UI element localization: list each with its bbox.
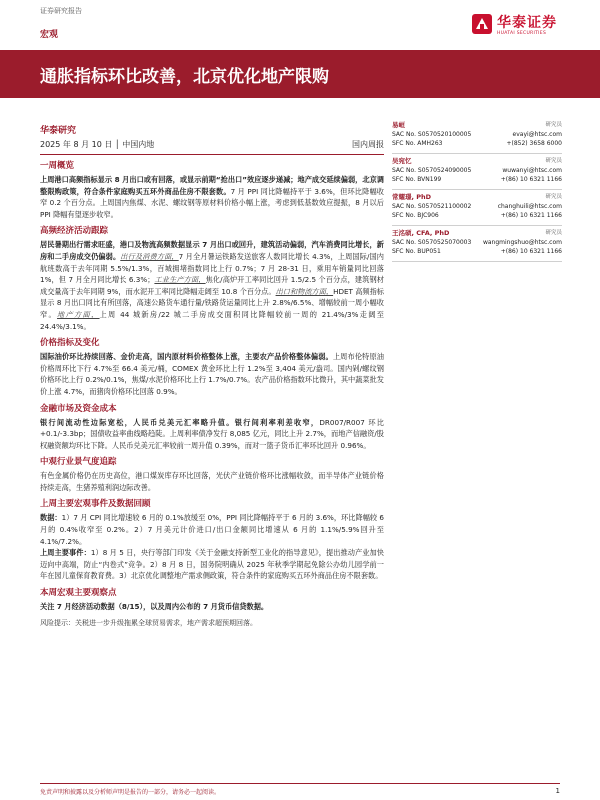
analyst-name: 常耀璟, PhD	[392, 193, 432, 201]
analyst-sfc: SFC No. BVN199	[392, 176, 442, 183]
section-text	[40, 174, 384, 220]
section-text	[40, 470, 384, 493]
page-number: 1	[555, 787, 560, 795]
analyst-email[interactable]: wangmingshuo@htsc.com	[482, 239, 562, 246]
analyst-name: 王洺硕, CFA, PhD	[392, 229, 450, 237]
body-text: 上周布伦特原油价格周环比下行 4.7%至 66.4 美元/桶，COMEX 黄金环比上行 1.2%至 3,404 美元/盎司。国内剁/螺纹钢价格环比上行 0.2%/0.1%，焦煤/水泥价格环比上行 1.7%/0.7%。农产品价格指数环比微升，其中蔬菜批发价上涨 4.7%，而猪肉价格环比回落 0.9%。	[40, 352, 384, 396]
report-meta	[40, 136, 384, 155]
subtopic-label: 出行及消费方面，	[120, 251, 179, 261]
section-heading: 价格指标及变化	[40, 338, 100, 349]
body-text: HDET 高频指标显示 8 月出口同比有所回落，高速公路货车通行量/铁路货运量同比上升 2.8%/6.5%、增幅较前一周小幅收窄。	[40, 286, 384, 319]
section-heading: 高频经济活动跟踪	[40, 226, 109, 237]
subtopic-label: 地产方面，	[57, 309, 100, 319]
analyst-name: 易峘	[392, 121, 405, 129]
section-financial	[40, 403, 384, 452]
section-industry	[40, 456, 384, 493]
lead-text: 数据：	[40, 513, 62, 523]
lead-text: 居民暑期出行需求旺盛，港口及物流高频数据显示 7 月出口或回升，建筑活动偏弱，汽车消费同比增长，新房和二手房成交仍偏弱。	[40, 240, 384, 261]
analyst-name: 吴宛忆	[392, 157, 412, 165]
analyst-sfc: SFC No. BJC906	[392, 212, 439, 219]
analyst-phone: +(86) 10 6321 1166	[500, 248, 562, 255]
analyst-phone: +(86) 10 6321 1166	[500, 212, 562, 219]
subtopic-label: 工业生产方面，	[154, 275, 206, 285]
logo-english-name: HUATAI SECURITIES	[497, 31, 547, 36]
body-text: 焦化/高炉开工率同比回升 1.5/2.5 个百分点，建筑钢材成交量高于去年同期 9%，而水泥开工率同比降幅走阔至 10.8 个百分点。	[40, 275, 384, 296]
analyst-phone: +(86) 10 6321 1166	[500, 176, 562, 183]
analyst-email[interactable]: evayi@htsc.com	[512, 131, 562, 138]
lead-text: 国际油价环比持续回落、金价走高，国内原材料价格整体上涨，主要农产品价格整体偏弱。	[40, 352, 333, 362]
report-type: 国内周报	[352, 140, 384, 149]
analyst-card	[392, 226, 562, 262]
section-text	[40, 417, 384, 452]
huatai-logo-icon	[471, 13, 493, 35]
main-content	[40, 160, 384, 628]
analyst-sac: SAC No. S0570524090005	[392, 167, 472, 174]
section-text	[40, 239, 384, 332]
report-kind: 证券研究报告	[40, 7, 82, 15]
analyst-email[interactable]: wuwanyi@htsc.com	[502, 167, 562, 174]
analyst-sac: SAC No. S0570525070003	[392, 239, 472, 246]
org-name: 华泰研究	[40, 126, 77, 136]
footer-disclaimer: 免责声明和披露以及分析师声明是报告的一部分，请务必一起阅读。	[40, 789, 221, 796]
body-text: 上周 44 城新房/22 城二手房成交面积同比降幅较前一周的 21.4%/3%走阔至 24.4%/3.1%。	[40, 309, 384, 331]
section-heading: 一周概览	[40, 161, 75, 171]
section-text	[40, 601, 384, 613]
subtopic-label: 出口和物流方面，	[275, 286, 334, 296]
section-text	[40, 547, 384, 582]
section-heading: 上周主要宏观事件及数据回顾	[40, 499, 151, 510]
report-title: 通胀指标环比改善，北京优化地产限购	[40, 67, 329, 87]
report-date: 2025 年 8 月 10 日 │ 中国内地	[40, 140, 155, 149]
lead-text: 关注 7 月经济活动数据（8/15），以及周内公布的 7 月货币信贷数据。	[40, 602, 269, 612]
section-prices	[40, 337, 384, 397]
analyst-card	[392, 154, 562, 190]
body-text: 7 月全月暑运铁路发送旅客人数同比增长 4.3%，上周国际/国内航班数高于去年同期 5.5%/1.3%，百城拥堵指数同比上行 0.7%；7 月 28-31 日，乘用车销量同比回落 1%，但 7 月全月同比增长 6.3%；	[40, 251, 384, 285]
lead-text: 银行间流动性边际宽松，人民币兑美元汇率略升值。银行间利率利差收窄，	[40, 417, 320, 427]
body-text: DR007/R007 环比+0.1/-3.3bp；国债收益率曲线略趋陡。上周利率债净发行 8,085 亿元，同比上升 2.7%，而地产信融资/股权融资额均环比下降。人民币兑美元汇率较前一周升值 0.39%，而对一篮子货币汇率环比回升 0.96%。	[40, 417, 384, 450]
analyst-role: 研究员	[545, 194, 562, 200]
analyst-panel	[392, 118, 562, 262]
body-text: 1）7 月 CPI 同比增速较 6 月的 0.1%放缓至 0%，PPI 同比降幅持平于 6 月的 3.6%，环比降幅较 6 月的 0.4%收窄至 0.2%。2）7 月美元计价进口/出口金额同比增速从 6 月的 1.1%/5.9%回升至 4.1%/7.2%。	[40, 513, 384, 546]
section-text	[40, 351, 384, 397]
analyst-sfc: SFC No. BUP051	[392, 248, 441, 255]
analyst-card	[392, 118, 562, 154]
section-heading: 中观行业景气度追踪	[40, 457, 117, 468]
analyst-email[interactable]: changhuili@htsc.com	[497, 203, 562, 210]
analyst-phone: +(852) 3658 6000	[506, 140, 562, 147]
title-banner	[0, 50, 600, 98]
body-text: 1）8 月 5 日，央行等部门印发《关于金融支持新型工业化的指导意见》，提出推动产业加快迈向中高端，防止“内卷式”竞争。2）8 月 8 日，国务院明确从 2025 年秋季学期起免除公办幼儿园学前一年在园儿童保育教育费。3）北京优化调整地产需求侧政策，符合条件的家庭购买五环外商品住房不限套数。	[40, 548, 384, 581]
lead-text: 上周主要事件：	[40, 548, 91, 558]
analyst-role: 研究员	[545, 230, 562, 236]
analyst-role: 研究员	[545, 158, 562, 164]
lead-text: 上周港口高频指标显示 8 月出口或有回落，或显示前期“抢出口”效应逐步递减；地产成交延续偏弱，北京调整限购政策，符合条件家庭购买五环外商品住房不限套数。	[40, 175, 384, 196]
analyst-sfc: SFC No. AMH263	[392, 140, 443, 147]
analyst-role: 研究员	[545, 122, 562, 128]
section-text	[40, 512, 384, 547]
section-highfreq	[40, 225, 384, 332]
section-heading: 金融市场及资金成本	[40, 403, 117, 414]
category-label: 宏观	[40, 30, 59, 40]
logo-name: 华泰证券	[497, 15, 557, 31]
section-watch	[40, 587, 384, 613]
body-text: 有色金属价格仍在历史高位，港口煤炭库存环比回落，光伏产业链价格环比涨幅收敛，而半导体产业链价格持续走高，生猪养殖利润边际改善。	[40, 471, 384, 492]
page-footer	[40, 783, 560, 796]
analyst-card	[392, 190, 562, 226]
brand-logo	[471, 10, 563, 40]
section-events	[40, 498, 384, 582]
risk-warning: 风险提示：关税进一步升级拖累全球贸易需求，地产需求超预期回落。	[40, 618, 257, 627]
analyst-sac: SAC No. S0570521100002	[392, 203, 472, 210]
body-text: 7 月 PPI 同比降幅持平于 3.6%，但环比降幅收窄 0.2 个百分点。上周国内焦煤、水泥、螺纹钢等原材料价格小幅上涨，考虑到低基数效应提振，8 月以后 PPI 降幅有望逐步收窄。	[40, 186, 384, 219]
section-overview	[40, 160, 384, 220]
section-heading: 本周宏观主要观察点	[40, 588, 117, 599]
analyst-sac: SAC No. S0570520100005	[392, 131, 472, 138]
